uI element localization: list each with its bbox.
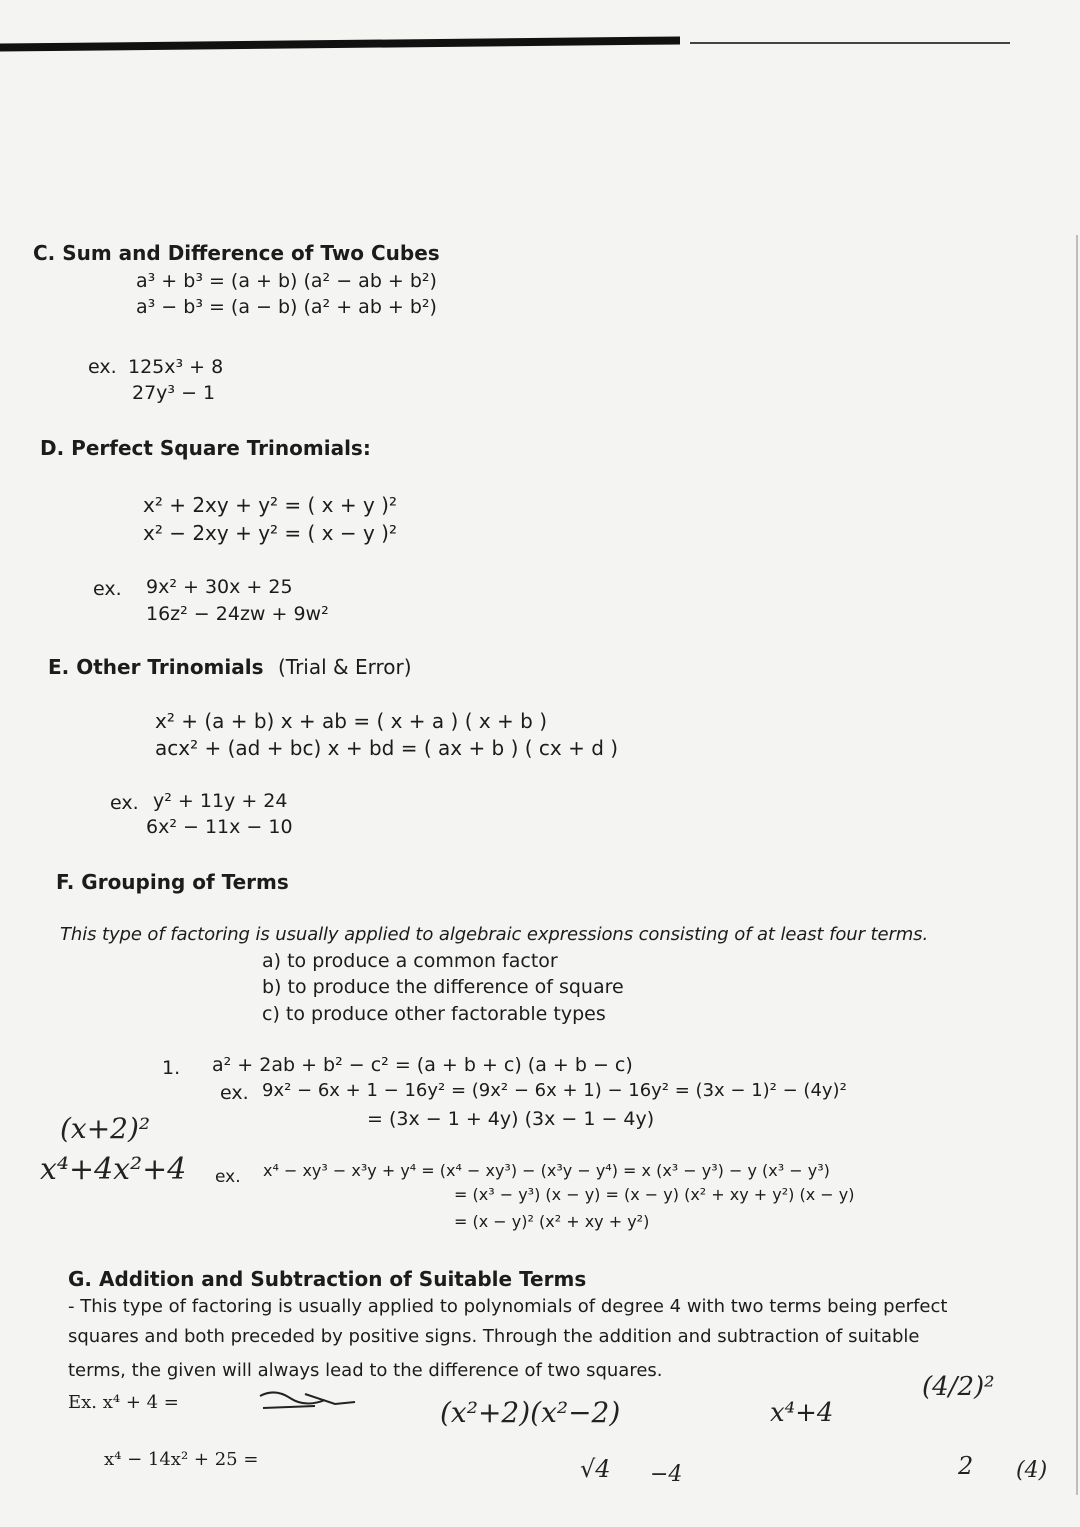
section-g-example-1: Ex. x⁴ + 4 = bbox=[68, 1392, 179, 1413]
handwriting-note-two: 2 bbox=[958, 1452, 974, 1480]
handwriting-right-mid: x⁴+4 bbox=[770, 1398, 834, 1428]
handwriting-note-sqrt: √4 bbox=[580, 1455, 611, 1483]
section-d-formula-1: x² + 2xy + y² = ( x + y )² bbox=[143, 493, 398, 517]
section-f-ex1-label: ex. bbox=[220, 1082, 249, 1104]
scan-edge-line bbox=[690, 42, 1010, 44]
section-d-formula-2: x² − 2xy + y² = ( x − y )² bbox=[143, 521, 398, 545]
section-c-formula-difference: a³ − b³ = (a − b) (a² + ab + b²) bbox=[136, 296, 437, 318]
handwriting-left-top: (x+2)² bbox=[60, 1112, 151, 1145]
section-f-heading: F. Grouping of Terms bbox=[56, 870, 289, 894]
section-d-example-2: 16z² − 24zw + 9w² bbox=[146, 603, 329, 625]
section-f-item-number: 1. bbox=[162, 1057, 181, 1079]
handwriting-right-fraction: (4/2)² bbox=[922, 1372, 995, 1402]
section-f-bullet-a: a) to produce a common factor bbox=[262, 950, 558, 972]
section-e-formula-2: acx² + (ad + bc) x + bd = ( ax + b ) ( cx + d ) bbox=[155, 736, 619, 760]
section-e-formula-1: x² + (a + b) x + ab = ( x + a ) ( x + b ) bbox=[155, 709, 548, 733]
section-e-heading: E. Other Trinomials bbox=[48, 655, 264, 679]
section-e-ex-label: ex. bbox=[110, 792, 139, 814]
handwriting-note-four: (4) bbox=[1016, 1458, 1048, 1483]
section-e-example-2: 6x² − 11x − 10 bbox=[146, 816, 293, 838]
section-g-description-1: - This type of factoring is usually applied to polynomials of degree 4 with two terms being perfect bbox=[68, 1296, 948, 1317]
handwriting-scribble bbox=[255, 1386, 365, 1416]
section-f-example-2-line-3: = (x − y)² (x² + xy + y²) bbox=[454, 1212, 650, 1231]
section-f-example-1-line-2: = (3x − 1 + 4y) (3x − 1 − 4y) bbox=[367, 1108, 655, 1130]
section-c-heading: C. Sum and Difference of Two Cubes bbox=[33, 241, 440, 265]
section-c-example-1: 125x³ + 8 bbox=[128, 356, 224, 378]
section-g-description-3: terms, the given will always lead to the difference of two squares. bbox=[68, 1360, 663, 1381]
section-d-example-1: 9x² + 30x + 25 bbox=[146, 576, 293, 598]
section-d-heading: D. Perfect Square Trinomials: bbox=[40, 436, 371, 460]
section-c-example-2: 27y³ − 1 bbox=[132, 382, 216, 404]
section-e-example-1: y² + 11y + 24 bbox=[153, 790, 288, 812]
handwriting-middle: (x²+2)(x²−2) bbox=[440, 1396, 621, 1429]
section-g-heading: G. Addition and Subtraction of Suitable Terms bbox=[68, 1267, 587, 1291]
section-g-example-2: x⁴ − 14x² + 25 = bbox=[104, 1449, 259, 1470]
section-f-bullet-c: c) to produce other factorable types bbox=[262, 1003, 606, 1025]
section-f-example-2-line-2: = (x³ − y³) (x − y) = (x − y) (x² + xy + y²) (x − y) bbox=[454, 1185, 855, 1204]
section-f-ex2-label: ex. bbox=[215, 1167, 241, 1187]
section-f-bullet-b: b) to produce the difference of square bbox=[262, 976, 624, 998]
section-f-example-2-line-1: x⁴ − xy³ − x³y + y⁴ = (x⁴ − xy³) − (x³y − y⁴) = x (x³ − y³) − y (x³ − y³) bbox=[263, 1161, 830, 1180]
section-e-heading-note: (Trial & Error) bbox=[278, 655, 412, 679]
section-c-formula-sum: a³ + b³ = (a + b) (a² − ab + b²) bbox=[136, 270, 437, 292]
section-c-ex-label: ex. bbox=[88, 356, 117, 378]
section-f-item-formula: a² + 2ab + b² − c² = (a + b + c) (a + b − c) bbox=[212, 1054, 633, 1076]
section-f-description: This type of factoring is usually applied to algebraic expressions consisting of at least four terms. bbox=[60, 924, 929, 945]
handwriting-left-bottom: x⁴+4x²+4 bbox=[40, 1152, 187, 1187]
handwriting-note-minus: −4 bbox=[650, 1462, 683, 1487]
section-d-ex-label: ex. bbox=[93, 578, 122, 600]
scan-edge-dark bbox=[0, 36, 680, 51]
page-edge bbox=[1076, 235, 1078, 1495]
section-g-description-2: squares and both preceded by positive signs. Through the addition and subtraction of suitable bbox=[68, 1326, 920, 1347]
section-f-example-1-line-1: 9x² − 6x + 1 − 16y² = (9x² − 6x + 1) − 16y² = (3x − 1)² − (4y)² bbox=[262, 1080, 847, 1101]
